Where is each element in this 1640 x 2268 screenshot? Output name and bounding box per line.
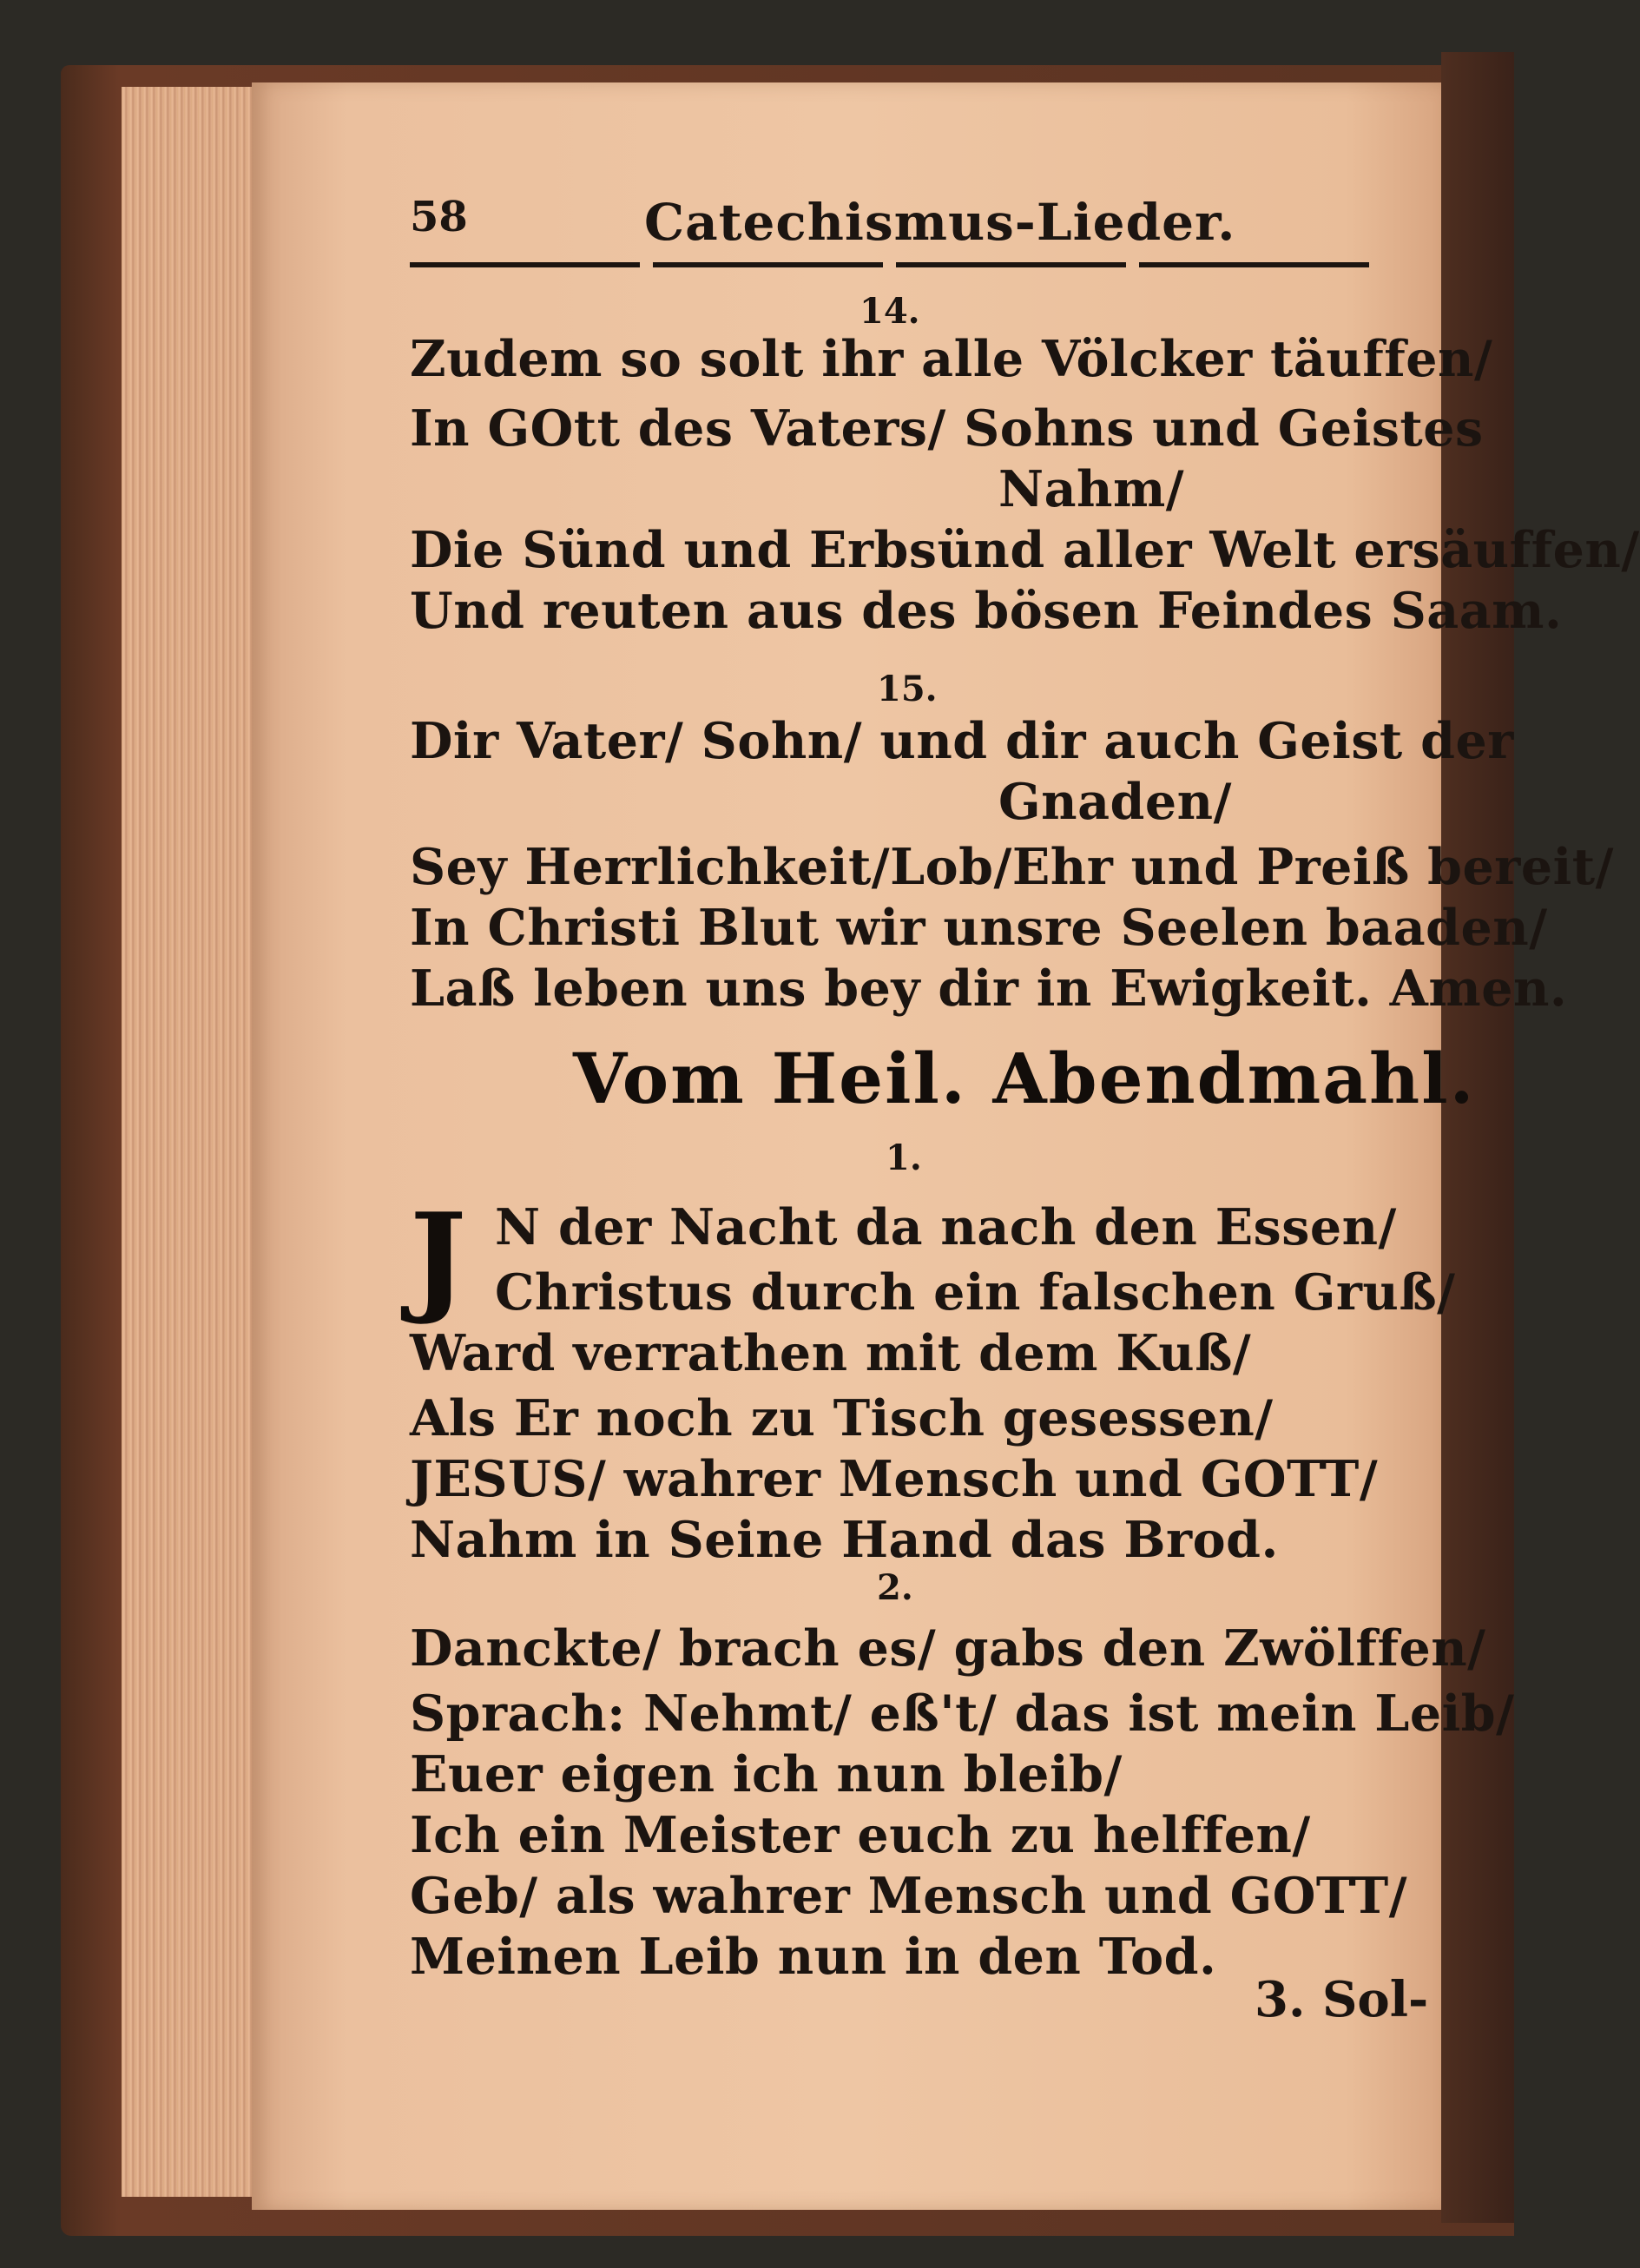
verse-line: Zudem so solt ihr alle Völcker täuffen/ [410, 330, 1493, 388]
verse-line: Die Sünd und Erbsünd aller Welt ersäuffen/ [410, 521, 1640, 579]
verse-line: Danckte/ brach es/ gabs den Zwölffen/ [410, 1619, 1486, 1678]
drop-cap: J [410, 1186, 467, 1328]
header-rule [410, 262, 1382, 267]
verse-line: Geb/ als wahrer Mensch und GOTT/ [410, 1867, 1408, 1925]
verse-line: JESUS/ wahrer Mensch und GOTT/ [410, 1450, 1379, 1508]
verse-line: Nahm in Seine Hand das Brod. [410, 1511, 1279, 1569]
verse-line: Ich ein Meister euch zu helffen/ [410, 1806, 1311, 1864]
running-title: Catechismus-Lieder. [644, 193, 1236, 252]
page-number: 58 [410, 193, 468, 241]
verse-line: Meinen Leib nun in den Tod. [410, 1928, 1217, 1986]
verse-line: Nahm/ [998, 460, 1185, 518]
verse-line: Dir Vater/ Sohn/ und dir auch Geist der [410, 712, 1514, 770]
verse-line: Gnaden/ [998, 773, 1232, 831]
verse-number: 14. [860, 291, 920, 332]
verse-line: Sey Herrlichkeit/Lob/Ehr und Preiß bereit/ [410, 838, 1614, 896]
section-title: Vom Heil. Abendmahl. [573, 1038, 1476, 1119]
page-header [410, 193, 1382, 254]
verse-line: In Christi Blut wir unsre Seelen baaden/ [410, 899, 1548, 957]
verse-line: Als Er noch zu Tisch gesessen/ [410, 1389, 1274, 1447]
catchword: 3. Sol- [1255, 1971, 1429, 2028]
verse-number: 1. [886, 1137, 922, 1178]
verse-line: Ward verrathen mit dem Kuß/ [410, 1324, 1252, 1382]
verse-line: Sprach: Nehmt/ eß't/ das ist mein Leib/ [410, 1685, 1515, 1743]
verse-line: Euer eigen ich nun bleib/ [410, 1745, 1123, 1803]
verse-line: Christus durch ein falschen Gruß/ [495, 1263, 1456, 1322]
verse-line: In GOtt des Vaters/ Sohns und Geistes [410, 399, 1484, 458]
verse-line: Und reuten aus des bösen Feindes Saam. [410, 582, 1563, 640]
verse-number: 15. [877, 669, 938, 709]
verse-line: Laß leben uns bey dir in Ewigkeit. Amen. [410, 959, 1568, 1018]
verse-number: 2. [877, 1567, 913, 1608]
verse-line: N der Nacht da nach den Essen/ [495, 1198, 1397, 1256]
